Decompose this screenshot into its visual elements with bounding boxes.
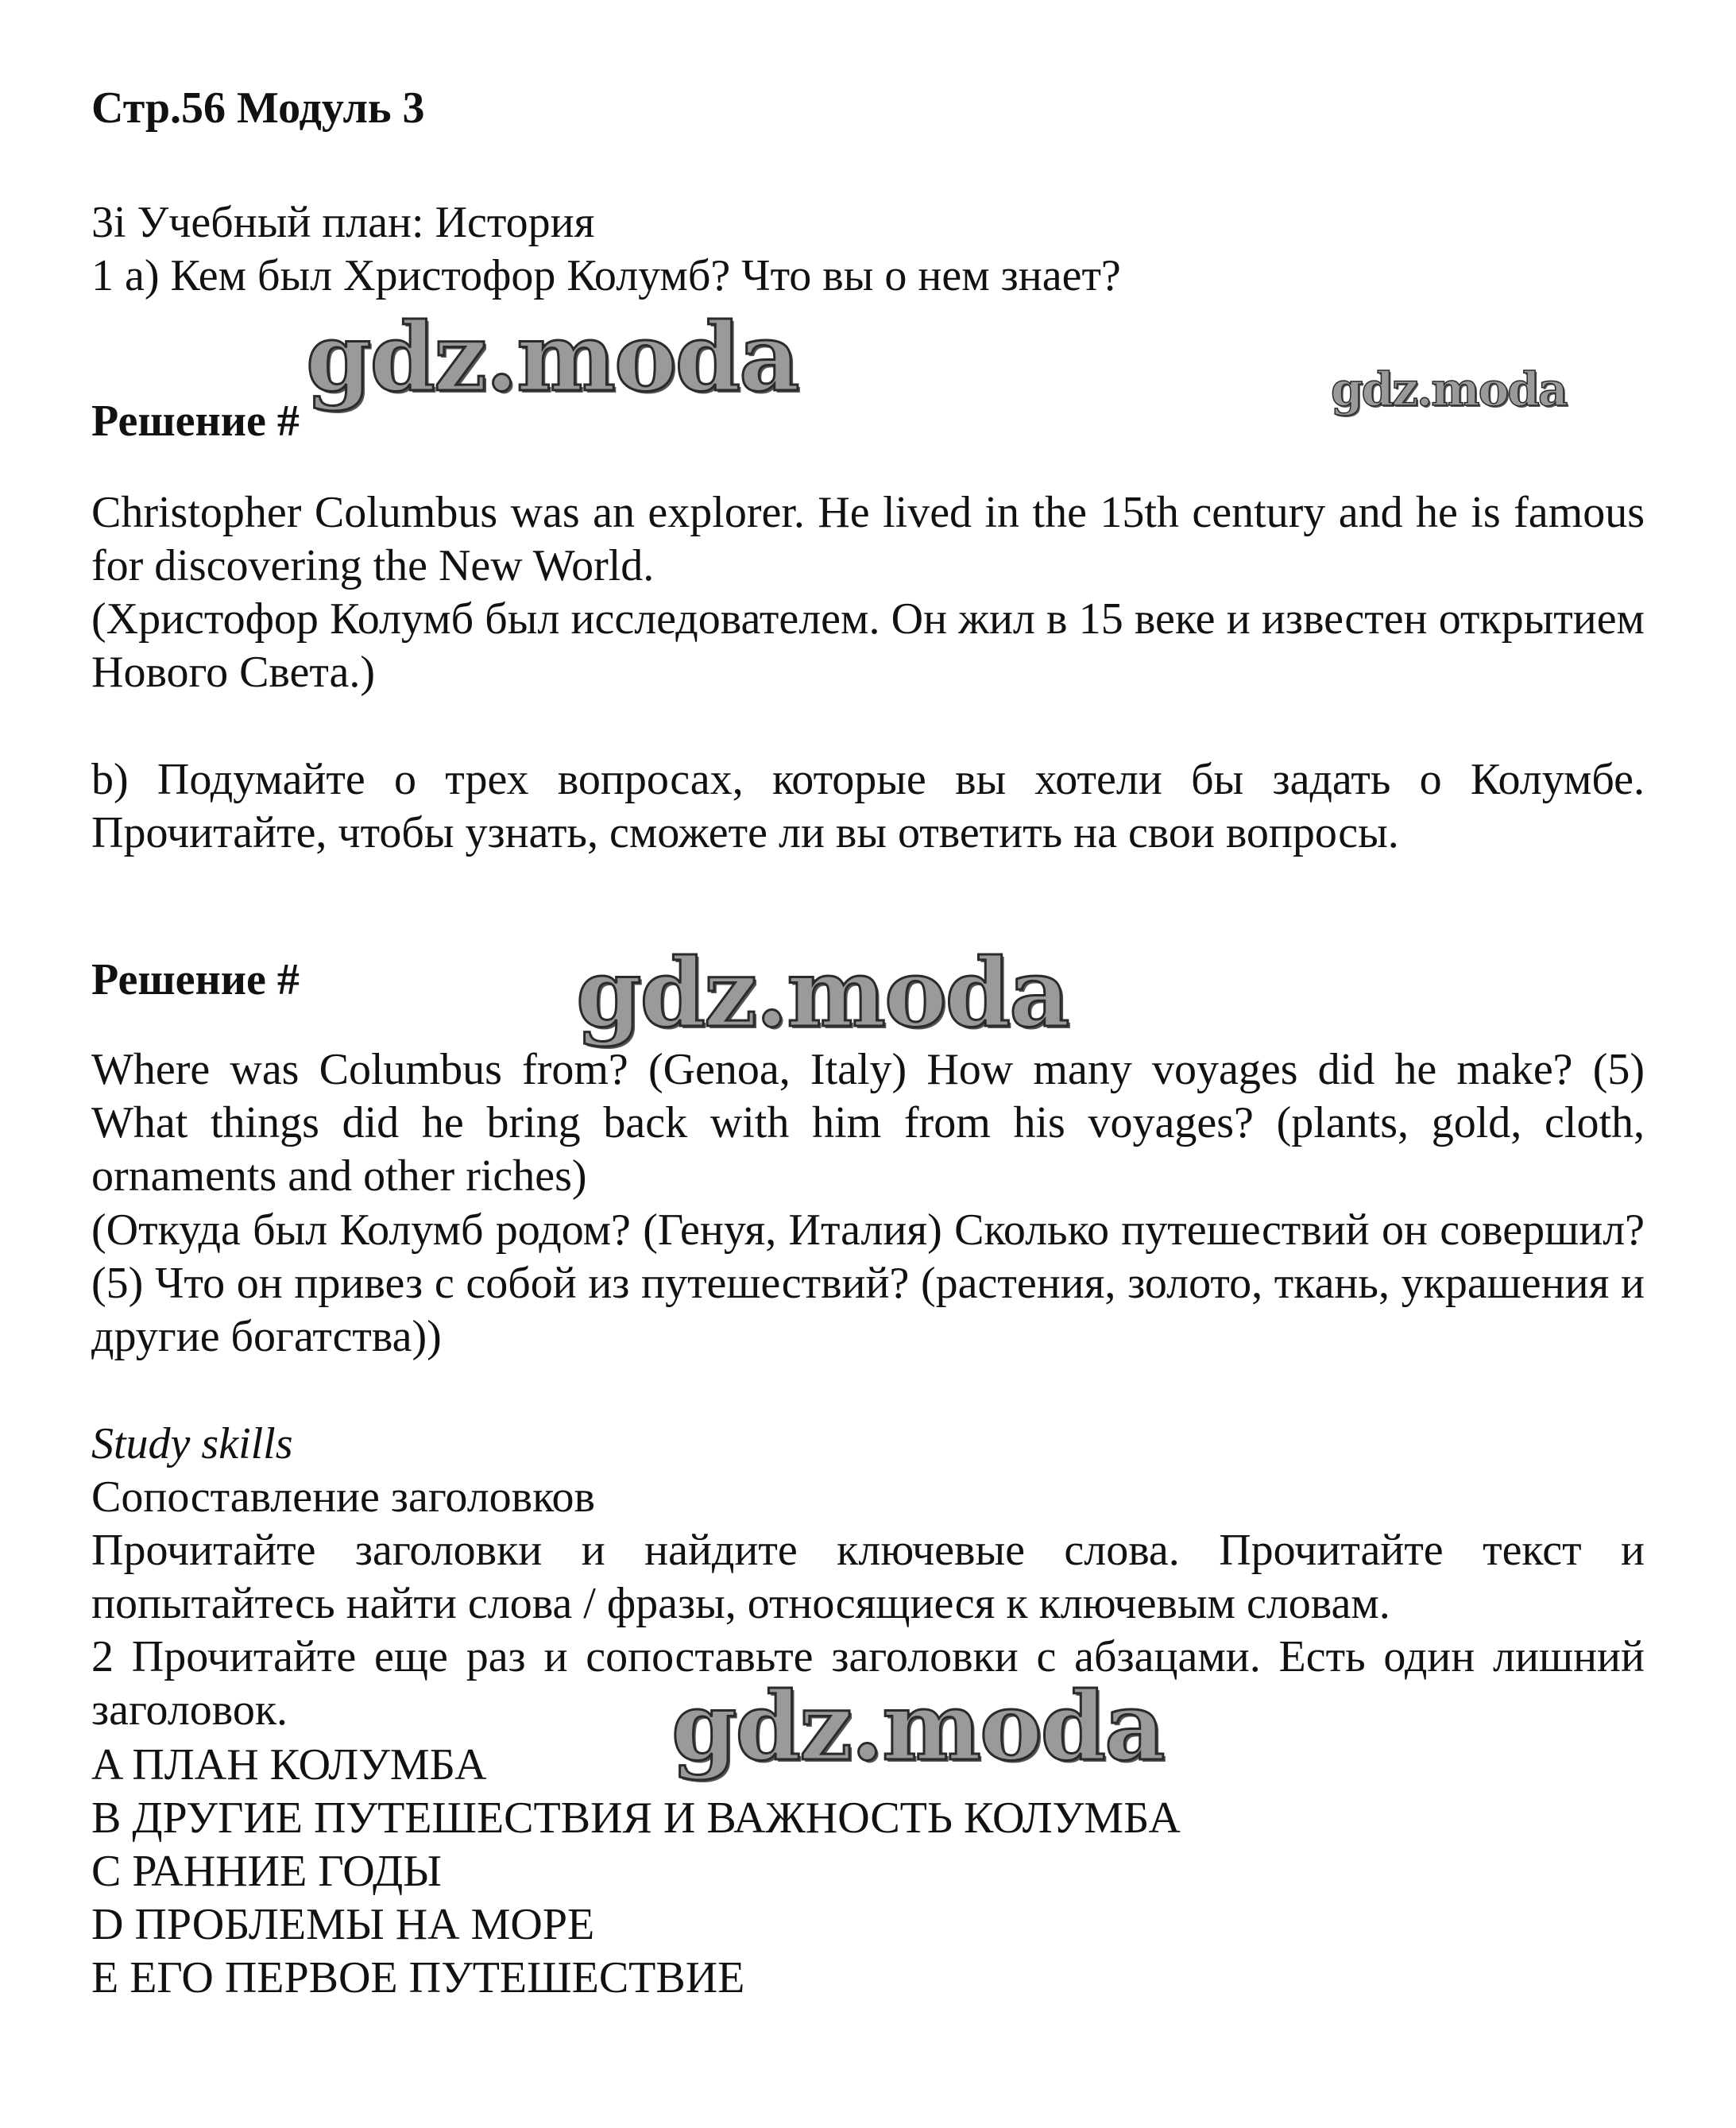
study-skills-title: Study skills — [91, 1419, 293, 1468]
solution-1-russian: (Христофор Колумб был исследователем. Он жил в 15 веке и известен открытием Нового Света.) — [91, 594, 1645, 697]
watermark-logo: gdz.moda — [576, 938, 1069, 1048]
task-1b: b) Подумайте о трех вопросах, которые вы хотели бы задать о Колумбе. Прочитайте, чтобы узнать, сможете ли вы ответить на свои вопросы. — [91, 755, 1645, 857]
task-2: 2 Прочитайте еще раз и сопоставьте заголовки с абзацами. Есть один лишний заголовок. — [91, 1632, 1645, 1735]
heading-option-b: B ДРУГИЕ ПУТЕШЕСТВИЯ И ВАЖНОСТЬ КОЛУМБА — [91, 1793, 1181, 1843]
heading-option-a: A ПЛАН КОЛУМБА — [91, 1740, 487, 1789]
study-skills-text: Прочитайте заголовки и найдите ключевые слова. Прочитайте текст и попытайтесь найти слова / фразы, относящиеся к ключевым словам. — [91, 1526, 1645, 1628]
study-skills-subtitle: Сопоставление заголовков — [91, 1472, 595, 1522]
heading-option-c: C РАННИЕ ГОДЫ — [91, 1847, 442, 1896]
page-title: Стр.56 Модуль 3 — [91, 83, 425, 133]
solution-2-russian: (Откуда был Колумб родом? (Генуя, Италия) Сколько путешествий он совершил? (5) Что он привез с собой из путешествий? (растения, золото, ткань, украшения и другие богатства)) — [91, 1205, 1645, 1361]
solution-1-english: Christopher Columbus was an explorer. He lived in the 15th century and he is famous for discovering the New World. — [91, 488, 1645, 590]
watermark-logo: gdz.moda — [1331, 362, 1567, 416]
solution-2-english: Where was Columbus from? (Genoa, Italy) How many voyages did he make? (5) What things did he bring back with him from his voyages? (plants, gold, cloth, ornaments and other riches) — [91, 1045, 1645, 1201]
solution-label: Решение # — [91, 955, 300, 1004]
solution-label: Решение # — [91, 397, 300, 446]
watermark-logo: gdz.moda — [306, 302, 798, 412]
watermark-logo: gdz.moda — [671, 1671, 1164, 1782]
task-1a: 1 a) Кем был Христофор Колумб? Что вы о нем знает? — [91, 251, 1121, 300]
heading-option-d: D ПРОБЛЕМЫ НА МОРЕ — [91, 1900, 595, 1949]
heading-option-e: E ЕГО ПЕРВОЕ ПУТЕШЕСТВИЕ — [91, 1953, 745, 2002]
section-heading: 3i Учебный план: История — [91, 198, 595, 247]
